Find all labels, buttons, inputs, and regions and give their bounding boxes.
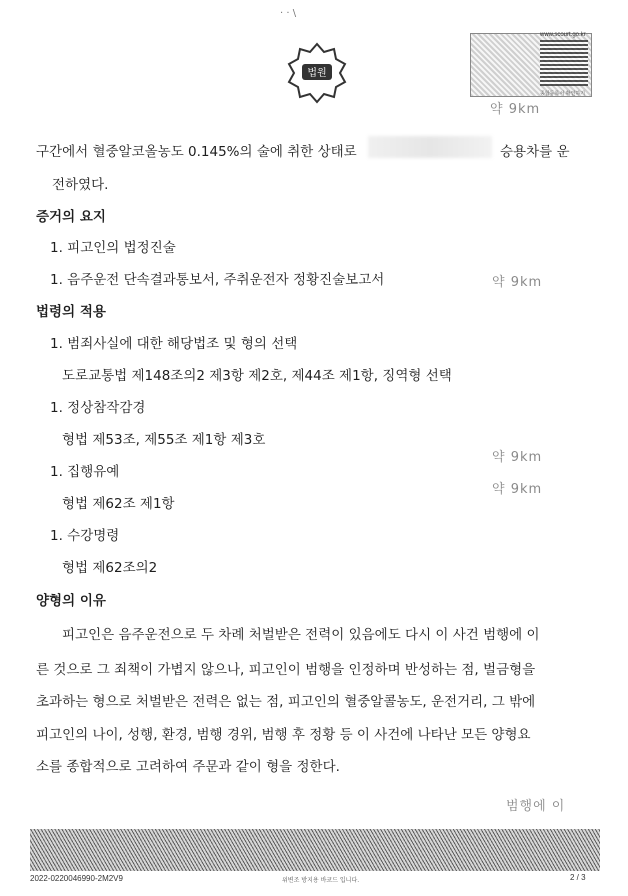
paragraph-line: 피고인은 음주운전으로 두 차례 처벌받은 전력이 있음에도 다시 이 사건 범행에 이: [62, 627, 540, 643]
list-item: 1. 집행유예: [50, 464, 120, 480]
paragraph-line: 소를 종합적으로 고려하여 주문과 같이 형을 정한다.: [36, 759, 340, 775]
list-item: 1. 범죄사실에 대한 해당법조 및 형의 선택: [50, 336, 298, 352]
margin-mark: 약 9km: [492, 450, 543, 465]
court-emblem: [284, 40, 350, 106]
scan-specks: · · \: [280, 8, 297, 19]
paragraph-line: 초과하는 형으로 처벌받은 전력은 없는 점, 피고인의 혈중알콜농도, 운전거리, 그 밖에: [36, 694, 536, 710]
qr-code-icon: [540, 40, 588, 86]
paragraph-line: 른 것으로 그 죄책이 가볍지 않으나, 피고인이 범행을 인정하며 반성하는 점, 벌금형을: [36, 662, 536, 678]
section-heading-law: 법령의 적용: [36, 304, 106, 320]
qr-site-label: www.scourt.go.kr: [540, 32, 586, 38]
list-item: 1. 수강명령: [50, 528, 120, 544]
list-subitem: 형법 제62조의2: [62, 560, 158, 576]
list-item: 1. 정상참작감경: [50, 400, 146, 416]
barcode-note: 위변조 방지용 바코드 입니다.: [282, 877, 360, 884]
margin-mark: 범행에 이: [506, 799, 566, 814]
margin-mark: 약 9km: [490, 102, 541, 117]
margin-mark: 약 9km: [492, 482, 543, 497]
document-id: 2022-0220046990-2M2V9: [30, 874, 123, 883]
body-line: 승용차를 운: [500, 144, 570, 160]
section-heading-sentencing: 양형의 이유: [36, 593, 106, 609]
body-line: 전하였다.: [52, 177, 109, 193]
redaction-blur: [368, 136, 492, 158]
list-subitem: 도로교통법 제148조의2 제3항 제2호, 제44조 제1항, 징역형 선택: [62, 368, 452, 384]
list-item: 1. 음주운전 단속결과통보서, 주취운전자 정황진술보고서: [50, 272, 385, 288]
section-heading-evidence: 증거의 요지: [36, 209, 106, 225]
page-number: 2 / 3: [570, 873, 586, 882]
body-line: 구간에서 혈중알코올농도 0.145%의 술에 취한 상태로: [36, 144, 357, 160]
margin-mark: 약 9km: [492, 275, 543, 290]
anti-forgery-barcode: [30, 829, 600, 871]
paragraph-line: 피고인의 나이, 성행, 환경, 범행 경위, 범행 후 정황 등 이 사건에 나타난 모든 양형요: [36, 727, 531, 743]
emblem-text: 법원: [307, 68, 327, 79]
list-subitem: 형법 제62조 제1항: [62, 496, 175, 512]
list-subitem: 형법 제53조, 제55조 제1항 제3호: [62, 432, 266, 448]
list-item: 1. 피고인의 법정진술: [50, 240, 176, 256]
qr-caption: 종합등록서 확인하기: [540, 91, 586, 97]
